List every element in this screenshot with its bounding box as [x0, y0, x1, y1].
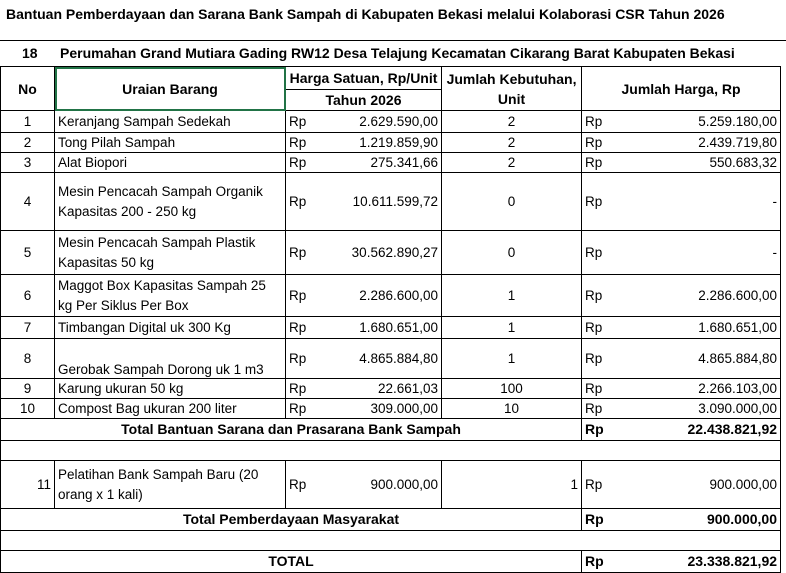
cell-item[interactable]: Tong Pilah Sampah	[55, 133, 286, 153]
table-row[interactable]	[1, 153, 781, 173]
cell-currency[interactable]: Rp	[582, 111, 632, 133]
cell-item[interactable]: Keranjang Sampah Sedekah	[55, 111, 286, 133]
cell-price[interactable]: 10.611.599,72	[338, 173, 442, 231]
subtotal-sarana-row[interactable]	[1, 419, 781, 441]
cell-currency[interactable]: Rp	[286, 111, 338, 133]
cell-qty[interactable]: 1	[442, 461, 582, 509]
cell-item[interactable]: Maggot Box Kapasitas Sampah 25 kg Per Siklus Per Box	[55, 275, 286, 317]
cell-currency[interactable]: Rp	[582, 275, 632, 317]
cell-qty[interactable]: 10	[442, 399, 582, 419]
cell-currency[interactable]: Rp	[582, 399, 632, 419]
cell-item[interactable]: Compost Bag ukuran 200 liter	[55, 399, 286, 419]
cell-qty[interactable]: 100	[442, 379, 582, 399]
table-row[interactable]	[1, 379, 781, 399]
cell-currency[interactable]: Rp	[286, 173, 338, 231]
cell-currency[interactable]: Rp	[582, 133, 632, 153]
section-location: Perumahan Grand Mutiara Gading RW12 Desa Telajung Kecamatan Cikarang Barat Kabupaten Bekasi	[60, 45, 735, 61]
cell-no[interactable]: 2	[1, 133, 55, 153]
cell-item[interactable]: Alat Biopori	[55, 153, 286, 173]
cell-currency[interactable]: Rp	[582, 339, 632, 379]
cell-no[interactable]: 4	[1, 173, 55, 231]
cell-item[interactable]: Timbangan Digital uk 300 Kg	[55, 317, 286, 339]
cell-item[interactable]: Mesin Pencacah Sampah Organik Kapasitas 200 - 250 kg	[55, 173, 286, 231]
spacer-cell	[1, 531, 781, 551]
subtotal-sarana-currency[interactable]: Rp	[582, 419, 632, 441]
cell-price[interactable]: 30.562.890,27	[338, 231, 442, 275]
cell-currency[interactable]: Rp	[286, 275, 338, 317]
table-row[interactable]	[1, 275, 781, 317]
cell-currency[interactable]: Rp	[286, 461, 338, 509]
cell-no[interactable]: 7	[1, 317, 55, 339]
cell-price[interactable]: 275.341,66	[338, 153, 442, 173]
cell-currency[interactable]: Rp	[582, 461, 632, 509]
cell-price[interactable]: 22.661,03	[338, 379, 442, 399]
cell-qty[interactable]: 2	[442, 111, 582, 133]
cell-total[interactable]: -	[632, 231, 781, 275]
cell-currency[interactable]: Rp	[286, 379, 338, 399]
cell-no[interactable]: 6	[1, 275, 55, 317]
cell-no[interactable]: 11	[1, 461, 55, 509]
grand-total-value[interactable]: 23.338.821,92	[632, 551, 781, 573]
cell-total[interactable]: 1.680.651,00	[632, 317, 781, 339]
cell-no[interactable]: 9	[1, 379, 55, 399]
header-unit-price[interactable]: Harga Satuan, Rp/Unit	[286, 67, 442, 90]
cell-qty[interactable]: 2	[442, 133, 582, 153]
cell-qty[interactable]: 0	[442, 173, 582, 231]
cell-total[interactable]: 5.259.180,00	[632, 111, 781, 133]
cell-qty[interactable]: 1	[442, 339, 582, 379]
spacer-cell	[1, 441, 781, 461]
cell-currency[interactable]: Rp	[286, 317, 338, 339]
cell-total[interactable]: 2.286.600,00	[632, 275, 781, 317]
sheet-title: Bantuan Pemberdayaan dan Sarana Bank Sampah di Kabupaten Bekasi melalui Kolaborasi CSR Tahun 2026	[6, 6, 725, 22]
cell-price[interactable]: 900.000,00	[338, 461, 442, 509]
cell-currency[interactable]: Rp	[286, 399, 338, 419]
table-row[interactable]	[1, 399, 781, 419]
cell-price[interactable]: 2.286.600,00	[338, 275, 442, 317]
subtotal-empowerment-label[interactable]: Total Pemberdayaan Masyarakat	[1, 509, 582, 531]
subtotal-empowerment-value[interactable]: 900.000,00	[632, 509, 781, 531]
cell-no[interactable]: 1	[1, 111, 55, 133]
cell-total[interactable]: 900.000,00	[632, 461, 781, 509]
table-row[interactable]	[1, 133, 781, 153]
cell-no[interactable]: 10	[1, 399, 55, 419]
cell-price[interactable]: 1.680.651,00	[338, 317, 442, 339]
spacer-row	[1, 531, 781, 551]
cell-price[interactable]: 4.865.884,80	[338, 339, 442, 379]
grand-total-currency[interactable]: Rp	[582, 551, 632, 573]
grand-total-label[interactable]: TOTAL	[1, 551, 582, 573]
header-unit-price-year[interactable]: Tahun 2026	[286, 90, 442, 111]
cell-total[interactable]: 2.266.103,00	[632, 379, 781, 399]
cell-qty[interactable]: 2	[442, 153, 582, 173]
cell-currency[interactable]: Rp	[286, 339, 338, 379]
cell-currency[interactable]: Rp	[582, 379, 632, 399]
cell-item[interactable]: Gerobak Sampah Dorong uk 1 m3	[55, 339, 286, 379]
subtotal-sarana-label[interactable]: Total Bantuan Sarana dan Prasarana Bank Sampah	[1, 419, 582, 441]
cell-item[interactable]: Mesin Pencacah Sampah Plastik Kapasitas 50 kg	[55, 231, 286, 275]
cell-price[interactable]: 1.219.859,90	[338, 133, 442, 153]
cell-currency[interactable]: Rp	[286, 153, 338, 173]
cell-currency[interactable]: Rp	[582, 317, 632, 339]
cell-item[interactable]: Karung ukuran 50 kg	[55, 379, 286, 399]
cell-item[interactable]: Pelatihan Bank Sampah Baru (20 orang x 1 kali)	[55, 461, 286, 509]
cell-total[interactable]: 3.090.000,00	[632, 399, 781, 419]
section-number: 18	[22, 45, 38, 61]
table-row[interactable]	[1, 317, 781, 339]
grand-total-row[interactable]	[1, 551, 781, 573]
cell-qty[interactable]: 1	[442, 317, 582, 339]
table-row[interactable]	[1, 231, 781, 275]
subtotal-sarana-value[interactable]: 22.438.821,92	[632, 419, 781, 441]
table-row[interactable]	[1, 339, 781, 379]
cell-total[interactable]: 550.683,32	[632, 153, 781, 173]
subtotal-empowerment-currency[interactable]: Rp	[582, 509, 632, 531]
cell-price[interactable]: 2.629.590,00	[338, 111, 442, 133]
cell-price[interactable]: 309.000,00	[338, 399, 442, 419]
cell-total[interactable]: 2.439.719,80	[632, 133, 781, 153]
cell-currency[interactable]: Rp	[582, 231, 632, 275]
table-row[interactable]	[1, 111, 781, 133]
cell-total[interactable]: -	[632, 173, 781, 231]
subtotal-empowerment-row[interactable]	[1, 509, 781, 531]
cell-no[interactable]: 3	[1, 153, 55, 173]
cell-total[interactable]: 4.865.884,80	[632, 339, 781, 379]
header-qty[interactable]: Jumlah Kebutuhan, Unit	[442, 67, 582, 111]
cell-qty[interactable]: 0	[442, 231, 582, 275]
table-row[interactable]	[1, 461, 781, 509]
header-no[interactable]: No	[1, 67, 55, 111]
budget-table	[0, 66, 781, 573]
spacer-row	[1, 441, 781, 461]
cell-currency[interactable]: Rp	[286, 133, 338, 153]
header-item[interactable]: Uraian Barang	[55, 67, 286, 111]
cell-currency[interactable]: Rp	[582, 173, 632, 231]
section-row	[0, 40, 786, 66]
cell-no[interactable]: 5	[1, 231, 55, 275]
cell-currency[interactable]: Rp	[582, 153, 632, 173]
cell-currency[interactable]: Rp	[286, 231, 338, 275]
cell-qty[interactable]: 1	[442, 275, 582, 317]
header-total[interactable]: Jumlah Harga, Rp	[582, 67, 781, 111]
table-row[interactable]	[1, 173, 781, 231]
cell-no[interactable]: 8	[1, 339, 55, 379]
